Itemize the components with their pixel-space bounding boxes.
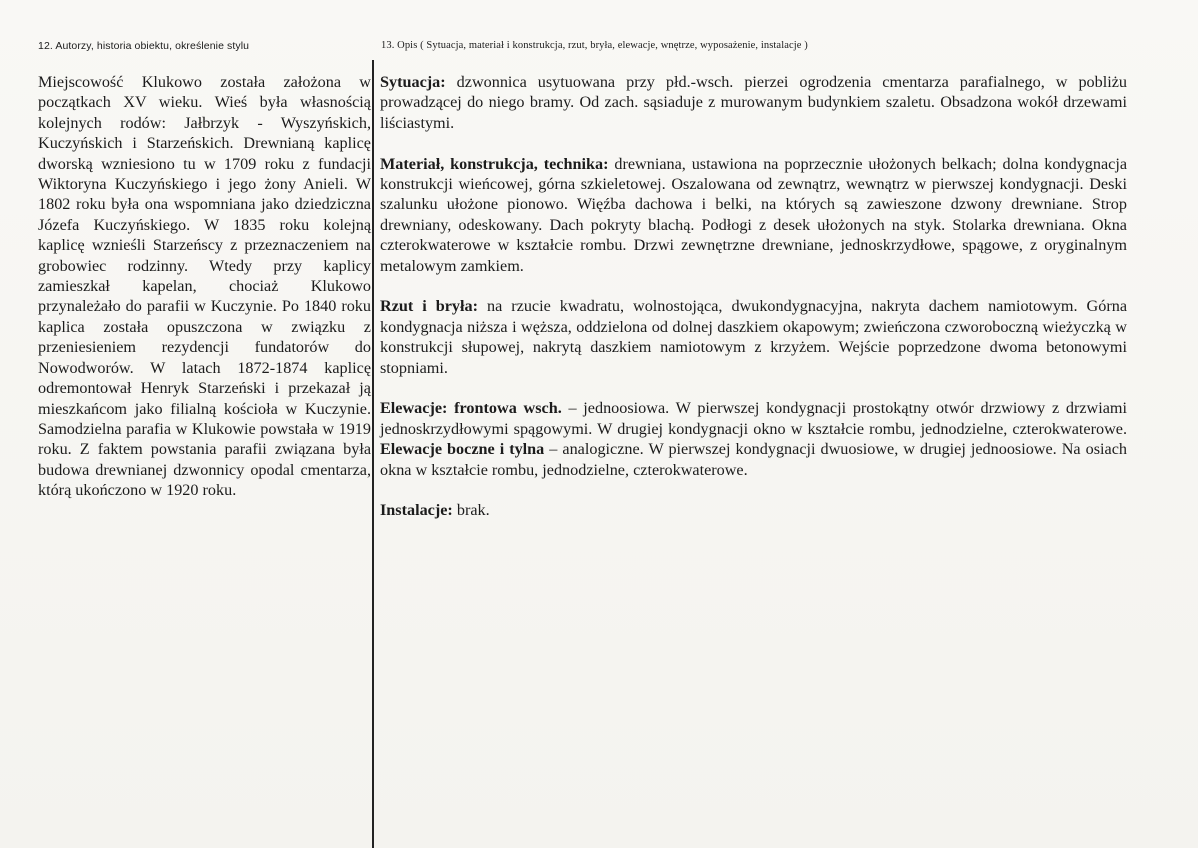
elevations-text-front: – jednoosiowa. W pierwszej kondygnacji prostokątny otwór drzwiowy z drzwiami jednoskrzydłowymi spągowymi. W drugiej kondygnacji okno w kształcie rombu, jednodzielne, czterokwaterowe. [380,399,1127,438]
installations-label: Instalacje: [380,501,453,520]
elevations-section [380,398,1127,480]
plan-label: Rzut i bryła: [380,297,478,316]
material-label: Materiał, konstrukcja, technika: [380,154,609,173]
situation-section [380,72,1127,133]
material-text: drewniana, ustawiona na poprzecznie ułożonych belkach; dolna kondygnacja konstrukcji wieńcowej, górna szkieletowej. Oszalowana od zewnątrz, wewnątrz w pierwszej kondygnacji. Deski szalunku ułożone pionowo. Więźba dachowa i belki, na których są zawieszone dzwony drewniane. Strop drewniany, odeskowany. Dach pokryty blachą. Podłogi z desek ułożonych na styk. Stolarka drewniana. Okna czterokwaterowe w kształcie rombu. Drzwi zewnętrzne drewniane, jednoskrzydłowe, spągowe, z oryginalnym metalowym zamkiem. [380,154,1128,275]
elevations-side-label: Elewacje boczne i tylna [380,440,545,459]
elevations-label: Elewacje: frontowa wsch. [380,399,562,418]
elevations-text-side: – analogiczne. W pierwszej kondygnacji dwuosiowe, w drugiej jednoosiowe. Na osiach okna w kształcie rombu, jednodzielne, czterokwaterowe. [380,440,1127,479]
installations-text: brak. [452,501,490,520]
material-section [380,154,1127,276]
plan-section [380,296,1127,378]
plan-text: na rzucie kwadratu, wolnostojąca, dwukondygnacyjna, nakryta dachem namiotowym. Górna kondygnacja niższa i węższa, oddzielona od dolnej daszkiem okapowym; zwieńczona czworoboczną wieżyczką w konstrukcji słupowej, nakrytą daszkiem namiotowym z krzyżem. Wejście poprzedzone dwoma betonowymi stopniami. [380,297,1128,377]
description-column [380,72,1127,541]
situation-label: Sytuacja: [380,73,446,91]
right-column-header: 13. Opis ( Sytuacja, materiał i konstrukcja, rzut, bryła, elewacje, wnętrze, wyposażenie, instalacje ) [381,40,808,51]
situation-text: dzwonnica usytuowana przy płd.-wsch. pierzei ogrodzenia cmentarza parafialnego, w pobliżu prowadzącej do niego bramy. Od zach. sąsiaduje z murowanym budynkiem szaletu. Obsadzona wokół drzewami liściastymi. [380,73,1127,132]
left-column-header: 12. Autorzy, historia obiektu, określenie stylu [38,40,250,52]
column-divider [372,60,374,848]
installations-section [380,500,1127,520]
history-column [38,72,371,501]
history-text: Miejscowość Klukowo została założona w początkach XV wieku. Wieś była własnością kolejnych rodów: Jałbrzyk - Wyszyńskich, Kuczyńskich i Starzeńskich. Drewnianą kaplicę dworską wzniesiono tu w 1709 roku z fundacji Wiktoryna Kuczyńskiego i jego żony Anieli. W 1802 roku była ona wspomniana jako dziedziczna Józefa Kuczyńskiego. W 1835 roku kolejną kaplicę wznieśli Starzeńscy z przeznaczeniem na grobowiec rodzinny. Wtedy przy kaplicy zamieszkał kapelan, chociaż Klukowo przynależało do parafii w Kuczynie. Po 1840 roku kaplica została opuszczona w związku z przeniesieniem rezydencji fundatorów do Nowodworów. W latach 1872-1874 kaplicę odremontował Henryk Starzeński i przekazał ją mieszkańcom jako filialną kościoła w Kuczynie. Samodzielna parafia w Klukowie powstała w 1919 roku. Z faktem powstania parafii związana była budowa drewnianej dzwonnicy opodal cmentarza, którą ukończono w 1920 roku. [38,73,371,500]
